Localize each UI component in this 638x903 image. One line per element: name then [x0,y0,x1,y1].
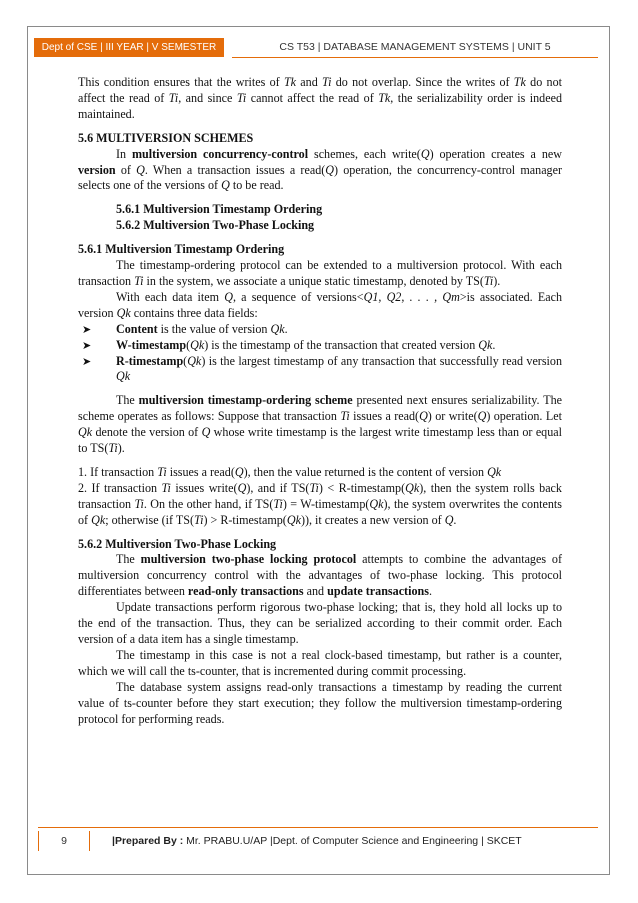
text: schemes, each write( [308,146,421,161]
var-qk: Qk [478,337,493,352]
bullet-label: W-timestamp [116,337,187,352]
arrow-bullet-icon: ➤ [82,322,92,336]
text: ) operation creates a new [429,146,562,161]
toc-item-5-6-2: 5.6.2 Multiversion Two-Phase Locking [116,218,315,233]
var-ti: Ti [108,441,118,456]
var-qk: Qk [286,512,301,527]
var-ti: Ti [157,464,167,479]
var-ti: Ti [168,90,179,105]
text: cannot affect the read of [246,90,379,105]
var-ti: Ti [309,480,319,495]
prepared-label: |Prepared By : [112,835,184,847]
text: ) < R-timestamp( [318,480,406,495]
var-q: Q [420,146,430,161]
bullet-w-timestamp [78,338,562,354]
text: , and since [178,90,237,105]
var-tk: Tk [513,75,526,89]
paragraph-mvto-intro [78,258,562,290]
toc-item-5-6-1: 5.6.1 Multiversion Timestamp Ordering [116,202,323,217]
var-qk: Qk [91,512,106,527]
var-q: Q [224,289,233,304]
text: ) operation. Let [486,409,562,424]
text: , the serializability order is indeed maintained. [78,90,562,121]
var-q: Q [237,480,247,495]
text: ) or write( [427,409,478,424]
page-number: 9 [38,831,90,851]
bullet-r-timestamp [78,354,562,386]
text: ), then the value returned is the content of version [243,464,488,479]
arrow-bullet-icon: ➤ [82,338,92,352]
var-qk: Qk [270,321,285,336]
term: multiversion two-phase locking protocol [140,552,357,567]
var-qk: Qk [116,369,131,384]
var-qk: Qk [369,496,384,511]
text: contains three data fields: [130,305,258,320]
text: The [116,393,139,408]
var-q: Q [419,409,428,424]
text: do not affect the read of [78,75,562,105]
text: 2. If transaction [78,480,162,495]
version-sequence: Q1, Q2, . . . , Qm [363,289,460,304]
text: and [303,584,328,599]
arrow-bullet-icon: ➤ [82,354,92,368]
bullet-label: Content [116,321,158,336]
var-tk: Tk [378,90,391,105]
var-qk: Qk [405,480,420,495]
prepared-text: Mr. PRABU.U/AP |Dept. of Computer Science and Engineering | SKCET [183,835,522,847]
text: This condition ensures that the writes of [78,75,284,89]
var-ti: Ti [483,273,494,288]
text: >is associated. Each version [78,289,562,320]
text: . [428,584,432,599]
var-ti: Ti [194,512,204,527]
text: ) is the timestamp of the transaction that created version [204,337,479,352]
rule-2 [78,481,562,529]
text: ), then the system rolls back transaction [78,480,562,511]
paragraph-serializability [78,75,562,123]
text: The timestamp-ordering protocol can be extended to a multiversion protocol. With each transaction [78,258,562,288]
document-body [78,75,562,727]
term: read-only transactions [187,584,304,599]
paragraph-versions [78,290,562,322]
var-ti: Ti [236,90,247,105]
text: to be read. [229,178,284,193]
term: update transactions [327,584,429,599]
var-q: Q [444,512,454,527]
paragraph-update-transactions: Update transactions perform rigorous two-phase locking; that is, they hold all locks up to the end of the transaction. Thus, they can be serialized according to their commit order. Each version of a data item has a single timestamp. [78,600,562,646]
term: version [78,162,116,177]
section-heading-5-6: 5.6 MULTIVERSION SCHEMES [78,130,254,145]
var-tk: Tk [283,75,297,89]
var-ti: Ti [322,75,332,89]
text: . When a transaction issues a read( [144,162,326,177]
bullet-content [78,322,562,338]
text: 1. If transaction [78,464,158,479]
text: denote the version of [92,425,202,440]
var-q: Q [325,162,335,177]
paragraph-ts-counter: The timestamp in this case is not a real clock-based timestamp, but rather is a counter, which we will call the ts-counter, that is incremented during commit processing. [78,647,562,678]
var-qk: Qk [487,464,502,479]
var-q: Q [477,409,487,424]
text: ; otherwise (if TS( [105,512,195,527]
text: ), and if TS( [246,480,310,495]
paragraph-mv2pl-intro [78,552,562,600]
text: ( [183,353,188,368]
paragraph-multiversion-intro [78,147,562,195]
text: in the system, we associate a unique static timestamp, denoted by TS( [143,273,484,288]
var-qk: Qk [187,353,202,368]
paragraph-mvto-scheme [78,393,562,457]
text: . [284,321,288,336]
text: . [492,337,496,352]
footer-divider [38,827,598,828]
text: issues write( [170,480,238,495]
text: . [453,512,457,527]
var-qk: Qk [78,425,93,440]
var-q: Q [201,425,211,440]
text: of [115,162,137,177]
text: attempts to combine the advantages of multiversion concurrency control with the advantages of two-phase locking. This protocol differentiates between [78,552,562,599]
text: . On the other hand, if TS( [143,496,274,511]
text: issues a read( [349,409,420,424]
text: ( [186,337,191,352]
text: ) operation, the concurrency-control manager selects one of the versions of [78,162,562,193]
var-q: Q [136,162,145,177]
text: ). [117,441,125,456]
text: do not overlap. Since the writes of [331,75,514,89]
text: ) = W-timestamp( [282,496,370,511]
rule-1 [78,465,562,481]
bullet-label: R-timestamp [116,353,184,368]
text: issues a read( [166,464,235,479]
paragraph-read-only-transactions: The database system assigns read-only transactions a timestamp by reading the current value of ts-counter before they start execution; they follow the multiversion timestamp-ordering protocol for performing reads. [78,679,562,726]
section-heading-5-6-2: 5.6.2 Multiversion Two-Phase Locking [78,536,277,551]
text: ), the system overwrites the contents of [78,496,562,527]
var-q: Q [234,464,244,479]
term: multiversion concurrency-control [131,146,309,161]
text: presented next ensures serializability. The scheme operates as follows: Suppose that transaction [78,393,563,424]
header-dept-badge: Dept of CSE | III YEAR | V SEMESTER [34,38,224,57]
text: ) > R-timestamp( [203,512,287,527]
var-q: Q [221,178,230,193]
var-ti: Ti [161,480,171,495]
term: multiversion timestamp-ordering scheme [138,393,353,408]
text: )), it creates a new version of [300,512,445,527]
var-ti: Ti [340,409,350,424]
text: , a sequence of versions< [232,289,364,304]
var-ti: Ti [134,496,144,511]
var-qk: Qk [116,305,131,320]
var-ti: Ti [134,273,144,288]
text: ). [493,273,501,288]
footer-prepared-by [112,831,592,851]
text: With each data item [116,289,225,304]
text: whose write timestamp is the largest write timestamp less than or equal to TS( [78,425,563,456]
text: ) is the largest timestamp of any transaction that successfully read version [201,353,562,368]
text: and [296,75,323,89]
var-qk: Qk [190,337,205,352]
text: In [116,146,132,161]
text: The [116,552,141,567]
section-heading-5-6-1: 5.6.1 Multiversion Timestamp Ordering [78,242,285,257]
header-course-title: CS T53 | DATABASE MANAGEMENT SYSTEMS | UNIT 5 [232,38,598,58]
text: is the value of version [157,321,271,336]
var-ti: Ti [273,496,283,511]
